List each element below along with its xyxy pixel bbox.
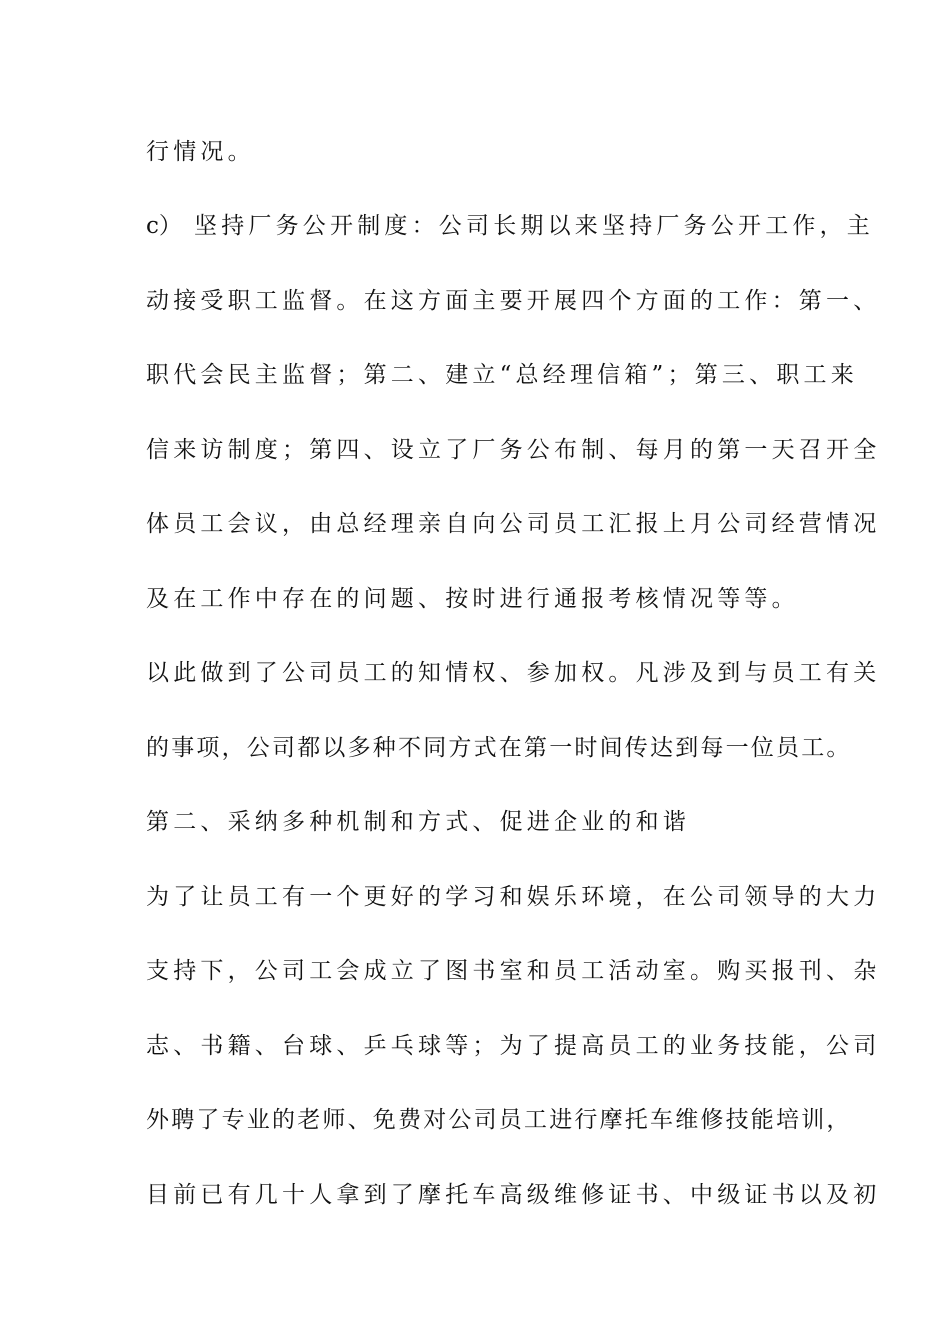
text-line-8: 以此做到了公司员工的知情权、参加权。凡涉及到与员工有关 xyxy=(146,660,881,686)
text-line-3: 动接受职工监督。在这方面主要开展四个方面的工作：第一、 xyxy=(146,288,881,314)
text-line-9: 的事项，公司都以多种不同方式在第一时间传达到每一位员工。 xyxy=(146,735,852,761)
text-line-6: 体员工会议，由总经理亲自向公司员工汇报上月公司经营情况 xyxy=(146,511,881,537)
list-item-c xyxy=(146,210,874,242)
text-line-14: 外聘了专业的老师、免费对公司员工进行摩托车维修技能培训， xyxy=(146,1107,852,1133)
text-line-1: 行情况。 xyxy=(146,139,255,165)
text-line-2: 坚持厂务公开制度：公司长期以来坚持厂务公开工作，主 xyxy=(194,213,874,239)
text-line-15: 目前已有几十人拿到了摩托车高级维修证书、中级证书以及初 xyxy=(146,1182,881,1208)
text-line-12: 支持下，公司工会成立了图书室和员工活动室。购买报刊、杂 xyxy=(146,958,881,984)
list-item-marker: c） xyxy=(146,213,182,239)
text-line-5: 信来访制度；第四、设立了厂务公布制、每月的第一天召开全 xyxy=(146,437,881,463)
text-line-11: 为了让员工有一个更好的学习和娱乐环境，在公司领导的大力 xyxy=(146,884,881,910)
text-line-7: 及在工作中存在的问题、按时进行通报考核情况等等。 xyxy=(146,586,799,612)
text-line-13: 志、书籍、台球、乒乓球等；为了提高员工的业务技能，公司 xyxy=(146,1033,881,1059)
text-line-4: 职代会民主监督；第二、建立“总经理信箱”；第三、职工来 xyxy=(146,362,858,388)
section-heading: 第二、采纳多种机制和方式、促进企业的和谐 xyxy=(146,809,690,835)
